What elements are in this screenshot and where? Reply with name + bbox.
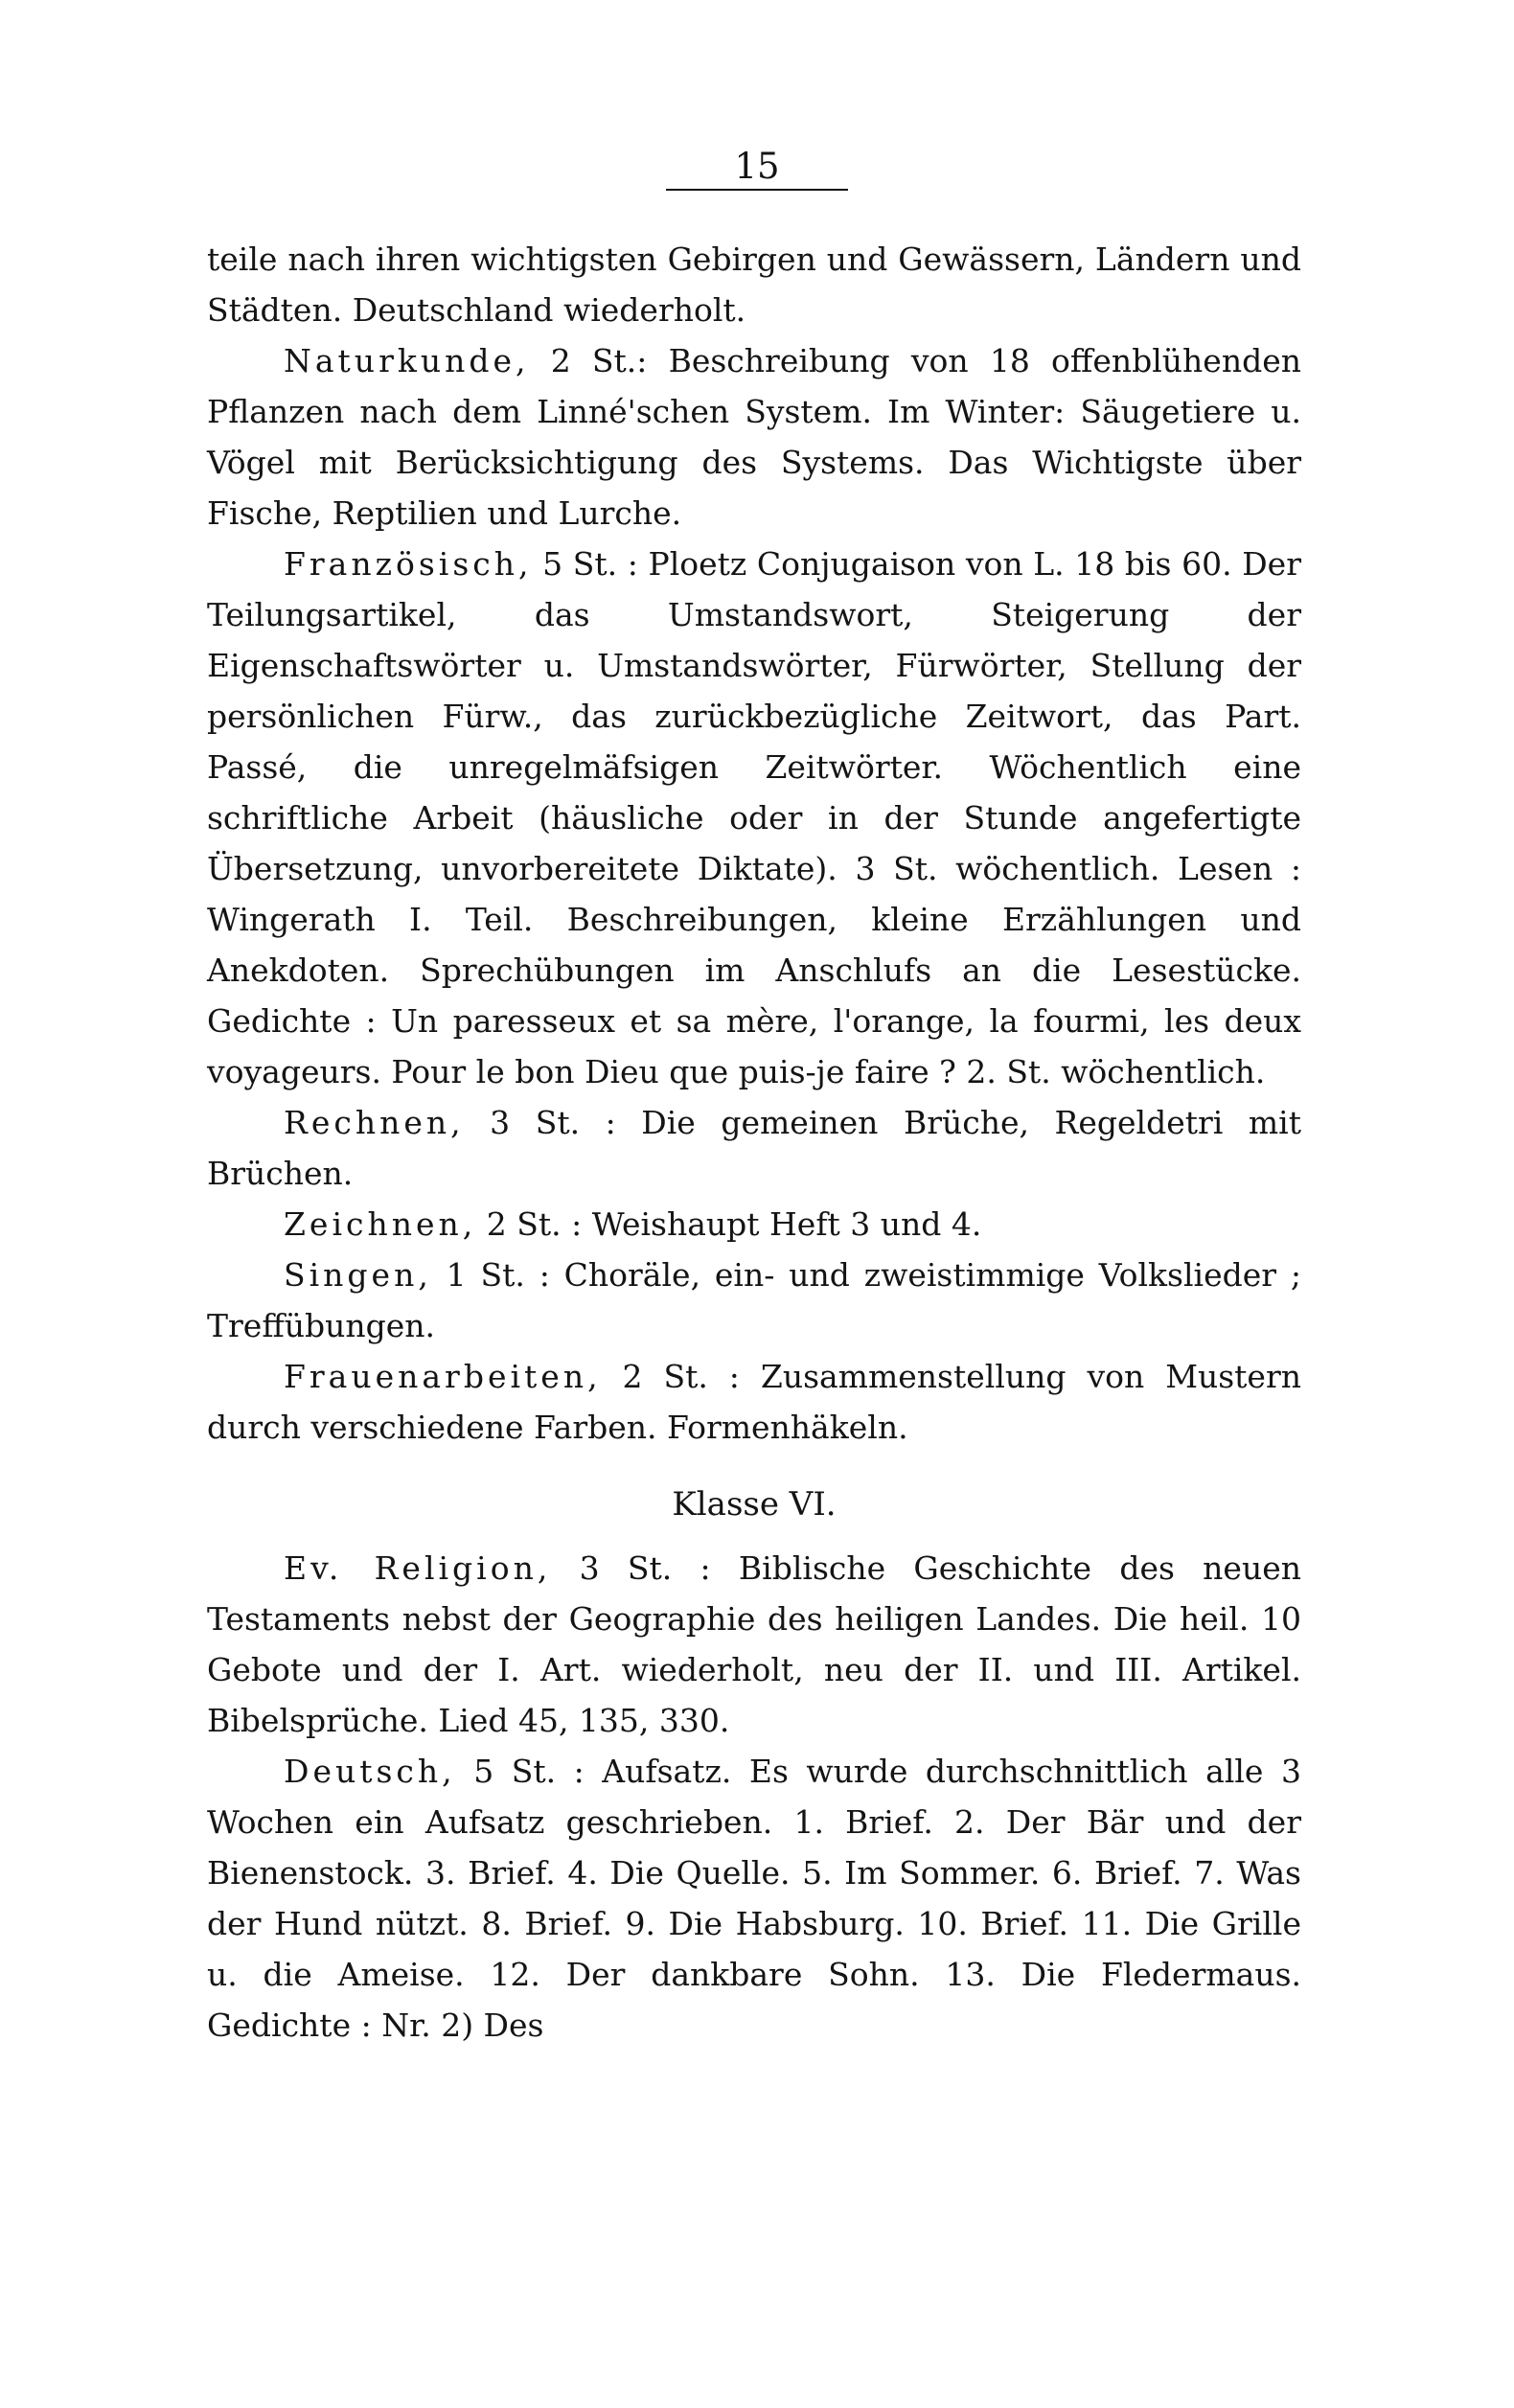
- subject-label-singen: Singen,: [284, 1256, 432, 1294]
- subject-text-frauenarbeiten: 2 St. : Zusammenstellung von Mustern durch verschiedene Farben. Formenhäkeln.: [207, 1358, 1301, 1446]
- paragraph-frauenarbeiten: [207, 1351, 1301, 1453]
- subject-label-religion: Ev. Religion,: [284, 1549, 552, 1587]
- section-heading-klasse-vi: Klasse VI.: [672, 1485, 837, 1524]
- subject-label-franzoesisch: Französisch,: [284, 545, 533, 583]
- paragraph-franzoesisch: [207, 539, 1301, 1097]
- subject-label-zeichnen: Zeichnen,: [284, 1205, 477, 1243]
- subject-label-naturkunde: Naturkunde,: [284, 342, 530, 379]
- subject-text-rechnen: 3 St. : Die gemeinen Brüche, Regeldetri mit Brüchen.: [207, 1104, 1301, 1192]
- subject-label-rechnen: Rechnen,: [284, 1104, 465, 1141]
- paragraph-deutsch: [207, 1746, 1301, 2051]
- subject-text-naturkunde: 2 St.: Beschreibung von 18 offenblühenden Pflanzen nach dem Linné'schen System. Im Winter: Säugetiere u. Vögel mit Berücksichtigung des Systems. Das Wichtigste über Fische, Reptilien und Lurche.: [207, 342, 1301, 532]
- subject-text-franzoesisch: 5 St. : Ploetz Conjugaison von L. 18 bis 60. Der Teilungsartikel, das Umstandswort, Steigerung der Eigenschaftswörter u. Umstandswörter, Fürwörter, Stellung der persönlichen Fürw., das zurückbezügliche Zeitwort, das Part. Passé, die unregelmäfsigen Zeitwörter. Wöchentlich eine schriftliche Arbeit (häusliche oder in der Stunde angefertigte Übersetzung, unvorbereitete Diktate). 3 St. wöchentlich. Lesen : Wingerath I. Teil. Beschreibungen, kleine Erzählungen und Anekdoten. Sprechübungen im Anschlufs an die Lesestücke. Gedichte : Un paresseux et sa mère, l'orange, la fourmi, les deux voyageurs. Pour le bon Dieu que puis-je faire ? 2. St. wöchentlich.: [207, 545, 1301, 1090]
- subject-text-zeichnen: 2 St. : Weishaupt Heft 3 und 4.: [476, 1205, 982, 1243]
- subject-label-deutsch: Deutsch,: [284, 1753, 456, 1790]
- subject-text-deutsch: 5 St. : Aufsatz. Es wurde durchschnittlich alle 3 Wochen ein Aufsatz geschrieben. 1. Brief. 2. Der Bär und der Bienenstock. 3. Brief. 4. Die Quelle. 5. Im Sommer. 6. Brief. 7. Was der Hund nützt. 8. Brief. 9. Die Habsburg. 10. Brief. 11. Die Grille u. die Ameise. 12. Der dankbare Sohn. 13. Die Fledermaus. Gedichte : Nr. 2) Des: [207, 1753, 1301, 2044]
- paragraph-geography-continued: teile nach ihren wichtigsten Gebirgen und Gewässern, Ländern und Städten. Deutschland wiederholt.: [207, 241, 1301, 329]
- paragraph-naturkunde: [207, 335, 1301, 539]
- paragraph-singen: [207, 1250, 1301, 1351]
- subject-text-religion: 3 St. : Biblische Geschichte des neuen Testaments nebst der Geographie des heiligen Landes. Die heil. 10 Gebote und der I. Art. wiederholt, neu der II. und III. Artikel. Bibelsprüche. Lied 45, 135, 330.: [207, 1549, 1302, 1739]
- subject-text-singen: 1 St. : Choräle, ein- und zweistimmige Volkslieder ; Treffübungen.: [207, 1256, 1301, 1344]
- page-number: 15: [734, 146, 780, 187]
- subject-label-frauenarbeiten: Frauenarbeiten,: [284, 1358, 602, 1395]
- paragraph-rechnen: [207, 1097, 1301, 1199]
- body-text: [207, 234, 1301, 2051]
- paragraph-zeichnen: [207, 1199, 1301, 1250]
- paragraph-religion: [207, 1543, 1301, 1746]
- page-number-rule: [666, 189, 848, 191]
